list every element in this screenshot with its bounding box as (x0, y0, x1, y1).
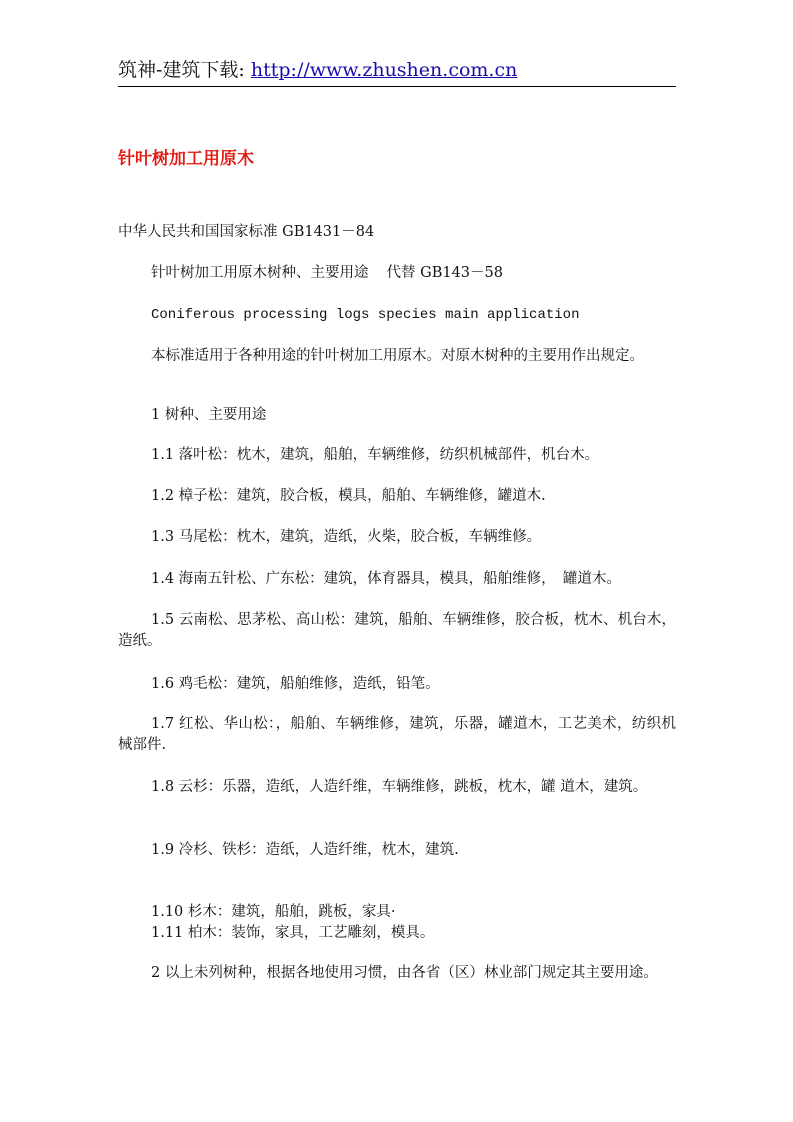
page-header (118, 58, 676, 87)
list-item: 1.11 柏木：装饰，家具，工艺雕刻，模具。 (151, 925, 435, 941)
list-item: 1.6 鸡毛松：建筑，船舶维修，造纸，铅笔。 (151, 676, 440, 692)
list-item: 1.5 云南松、思茅松、高山松：建筑，船舶、车辆维修，胶合板，枕木、机台木，造纸。 (118, 612, 676, 649)
list-item: 1.8 云杉：乐器，造纸，人造纤维，车辆维修，跳板，枕木，罐 道木，建筑。 (151, 779, 648, 795)
list-item: 1.4 海南五针松、广东松：建筑，体育器具，模具，船舶维修， 罐道木。 (151, 571, 621, 587)
document-subtitle: 针叶树加工用原木树种、主要用途 (151, 265, 369, 281)
site-url-link[interactable]: http://www.zhushen.com.cn (250, 59, 518, 81)
english-title: Coniferous processing logs species main application (151, 307, 580, 323)
section-2-paragraph: 2 以上未列树种，根据各地使用习惯，由各省（区）林业部门规定其主要用途。 (151, 965, 658, 981)
standard-number: 中华人民共和国国家标准 GB1431－84 (118, 224, 375, 240)
intro-paragraph: 本标准适用于各种用途的针叶树加工用原木。对原木树种的主要用作出规定。 (151, 348, 644, 364)
list-item: 1.7 红松、华山松：，船舶、车辆维修，建筑，乐器，罐道木，工艺美术，纺织机械部件. (118, 716, 676, 753)
replaces-standard: 代替 GB143－58 (386, 265, 503, 281)
list-item: 1.1 落叶松：枕木，建筑，船舶，车辆维修，纺织机械部件，机台木。 (151, 447, 600, 463)
document-title: 针叶树加工用原木 (118, 149, 254, 169)
document-subtitle-line (118, 263, 676, 284)
list-item: 1.10 杉木：建筑，船舶，跳板，家具· (151, 904, 396, 920)
list-item: 1.3 马尾松：枕木，建筑，造纸，火柴，胶合板，车辆维修。 (151, 529, 542, 545)
section-1-heading: 1 树种、主要用途 (151, 407, 267, 423)
site-label: 筑神-建筑下载: (118, 59, 245, 81)
list-item: 1.2 樟子松：建筑，胶合板，模具，船舶、车辆维修，罐道木. (151, 488, 546, 504)
list-item: 1.9 冷杉、铁杉：造纸，人造纤维，枕木，建筑. (151, 842, 459, 858)
